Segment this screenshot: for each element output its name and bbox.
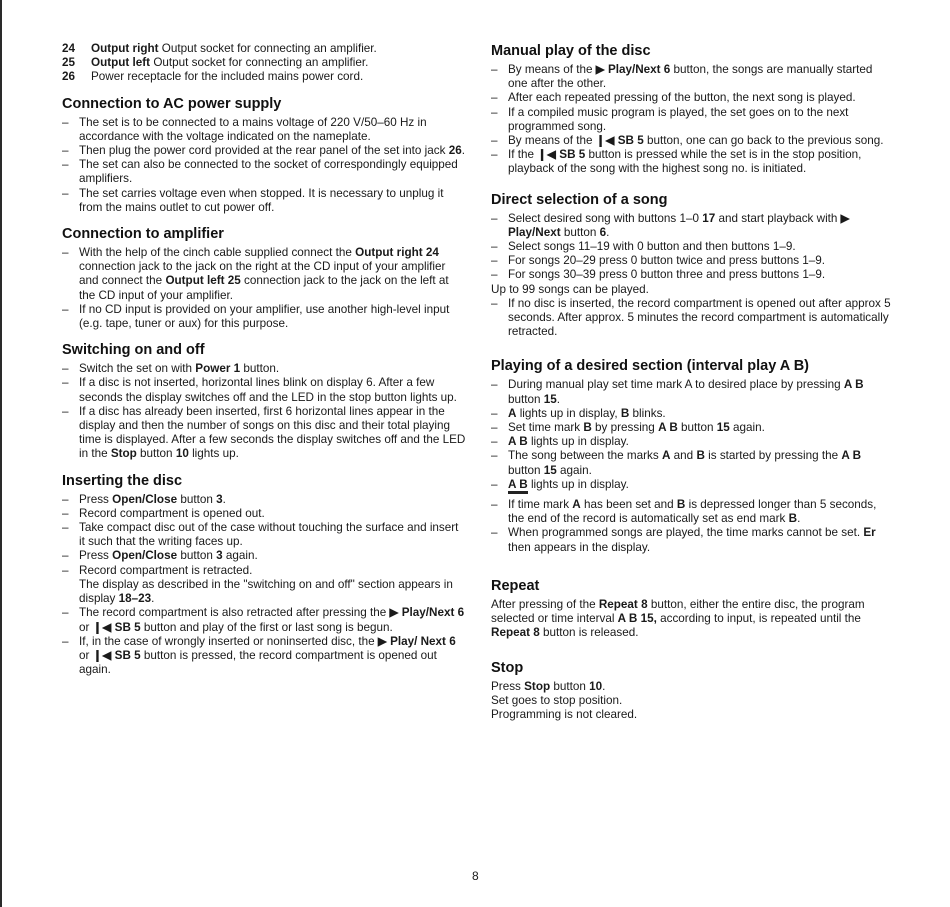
section-direct-selection (491, 191, 891, 340)
list-item: – Select songs 11–19 with 0 button and then buttons 1–9. (491, 240, 891, 254)
section-title: Stop (491, 659, 524, 676)
output-item-25: 25 Output left Output socket for connecting an amplifier. (62, 56, 369, 70)
section-title: Playing of a desired section (interval play A B) (491, 358, 810, 375)
list-item: – Record compartment is retracted. The display as described in the "switching on and off" section appears in display 18–23. (62, 564, 466, 607)
list-item: – If time mark A has been set and B is depressed longer than 5 seconds, the end of the record is automatically set as end mark B. (491, 498, 891, 526)
left-column (62, 42, 466, 687)
paragraph: Up to 99 songs can be played. (491, 282, 649, 296)
list-item: – By means of the ❙◀ SB 5 button, one can go back to the previous song. (491, 134, 891, 148)
page-number: 8 (472, 869, 479, 883)
list-item: – If a disc is not inserted, horizontal lines blink on display 6. After a few seconds the display switches off and the LED in the stop button lights up. (62, 376, 466, 404)
list-item: – The set is to be connected to a mains voltage of 220 V/50–60 Hz in accordance with the voltage indicated on the nameplate. (62, 116, 466, 144)
right-column (491, 42, 891, 732)
list-item: – For songs 20–29 press 0 button twice and press buttons 1–9. (491, 254, 891, 268)
section-ac-power (62, 95, 466, 215)
section-title: Switching on and off (62, 342, 205, 359)
paragraph: Programming is not cleared. (491, 707, 638, 721)
list-item: – The song between the marks A and B is started by pressing the A B button 15 again. (491, 449, 891, 477)
section-stop (491, 659, 891, 723)
section-repeat (491, 577, 891, 641)
list-item: – When programmed songs are played, the time marks cannot be set. Er then appears in the display. (491, 526, 891, 554)
section-manual-play (491, 42, 891, 177)
paragraph: Press Stop button 10. (491, 679, 606, 693)
list-item: – By means of the ▶ Play/Next 6 button, the songs are manually started one after the other. (491, 63, 891, 91)
section-interval-play (491, 357, 891, 554)
list-item: – Take compact disc out of the case without touching the surface and insert it such that the writing faces up. (62, 521, 466, 549)
section-title: Direct selection of a song (491, 191, 668, 208)
list-item: – The set can also be connected to the socket of correspondingly equipped amplifiers. (62, 158, 466, 186)
list-item: – For songs 30–39 press 0 button three and press buttons 1–9. (491, 268, 891, 282)
list-item: – A B lights up in display. (491, 435, 891, 449)
section-title: Connection to AC power supply (62, 95, 282, 112)
list-item: – A lights up in display, B blinks. (491, 407, 891, 421)
section-switching (62, 341, 466, 461)
list-item: – Press Open/Close button 3. (62, 493, 466, 507)
list-item: – The record compartment is also retracted after pressing the ▶ Play/Next 6 or ❙◀ SB 5 button and play of the first or last song is begun. (62, 606, 466, 634)
section-title: Connection to amplifier (62, 226, 224, 243)
list-item: – Set time mark B by pressing A B button 15 again. (491, 421, 891, 435)
list-item: – During manual play set time mark A to desired place by pressing A B button 15. (491, 378, 891, 406)
list-item: – Then plug the power cord provided at the rear panel of the set into jack 26. (62, 144, 466, 158)
section-title: Manual play of the disc (491, 43, 651, 59)
section-title: Inserting the disc (62, 472, 183, 489)
list-item: – If no CD input is provided on your amplifier, use another high-level input (e.g. tape, tuner or aux) for this purpose. (62, 303, 466, 331)
output-item-26: 26 Power receptacle for the included mains power cord. (62, 70, 364, 84)
section-inserting (62, 472, 466, 678)
output-item-24: 24 Output right Output socket for connecting an amplifier. (62, 42, 377, 55)
list-item: – Switch the set on with Power 1 button. (62, 362, 466, 376)
list-item: – Select desired song with buttons 1–0 17 and start playback with ▶ Play/Next button 6. (491, 212, 891, 240)
list-item: – Press Open/Close button 3 again. (62, 549, 466, 563)
list-item: – With the help of the cinch cable supplied connect the Output right 24 connection jack to the jack on the right at the CD input of your amplifier and connect the Output left 25 connection jack to the jack on the left at the CD input of your amplifier. (62, 246, 466, 303)
list-item: – If, in the case of wrongly inserted or noninserted disc, the ▶ Play/ Next 6 or ❙◀ SB 5 button is pressed, the record compartment is opened out again. (62, 635, 466, 678)
list-item: – Record compartment is opened out. (62, 507, 466, 521)
list-item: – If a compiled music program is played, the set goes on to the next programmed song. (491, 106, 891, 134)
list-item: – If a disc has already been inserted, first 6 horizontal lines appear in the display and then the number of songs on this disc and their total playing time is displayed. After a few seconds the display switches off and the LED in the Stop button 10 lights up. (62, 405, 466, 462)
list-item: – If no disc is inserted, the record compartment is opened out after approx 5 seconds. After approx. 5 minutes the record compartment is automatically retracted. (491, 297, 891, 340)
section-title: Repeat (491, 577, 540, 594)
list-item: – If the ❙◀ SB 5 button is pressed while the set is in the stop position, playback of the song with the highest song no. is initiated. (491, 148, 891, 176)
list-item: – A B lights up in display. (491, 478, 891, 492)
paragraph: Set goes to stop position. (491, 693, 623, 707)
page-edge-line (0, 0, 2, 907)
paragraph: After pressing of the Repeat 8 button, either the entire disc, the program selected or time interval A B 15, according to input, is repeated until the Repeat 8 button is released. (491, 597, 865, 640)
section-amplifier (62, 225, 466, 331)
list-item: – The set carries voltage even when stopped. It is necessary to unplug it from the mains outlet to cut power off. (62, 187, 466, 215)
outputs-list (62, 42, 466, 85)
list-item: – After each repeated pressing of the button, the next song is played. (491, 91, 891, 105)
